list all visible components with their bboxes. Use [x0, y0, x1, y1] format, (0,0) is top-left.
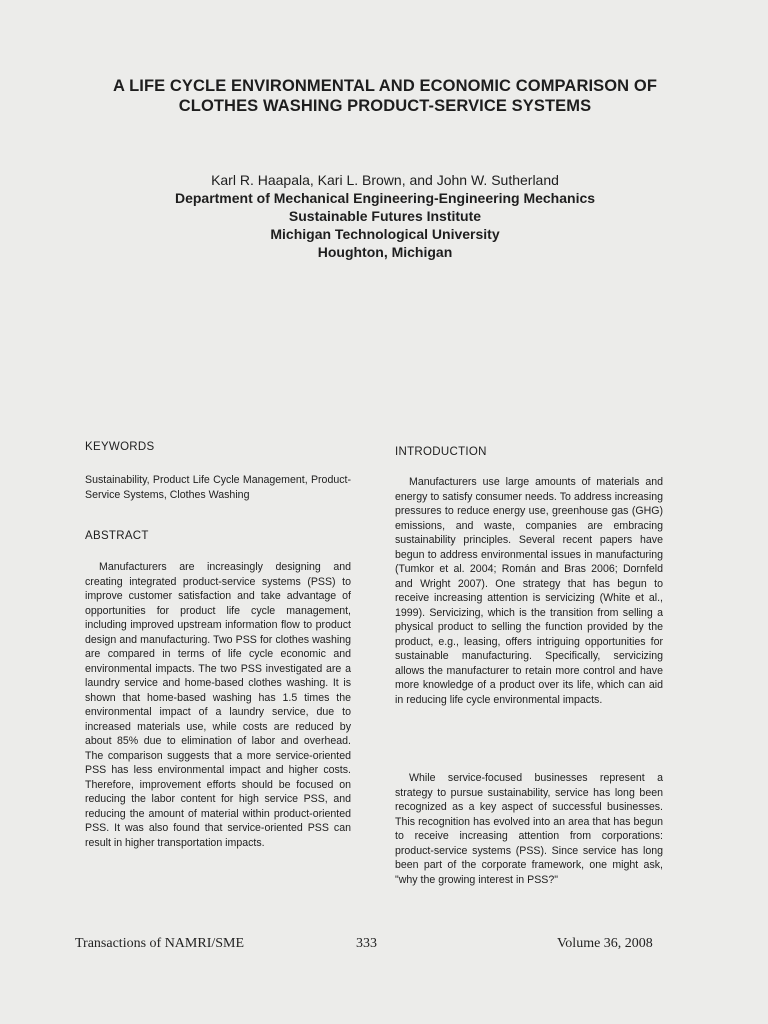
abstract-text: Manufacturers are increasingly designing and creating integrated product-service systems (PSS) to improve customer satisfaction and take advantage of opportunities for product life cycle management, including improved upstream information flow to product design and manufacturing. Two PSS for clothes washing are compared in terms of life cycle economic and environmental impacts. The two PSS investigated are a laundry service and home-based clothes washing. It is shown that home-based washing has 1.5 times the environmental impact of a laundry service, due to increased materials use, while costs are reduced by about 85% due to elimination of labor and overhead. The comparison suggests that a more service-oriented PSS has less environmental impact and higher costs. Therefore, improvement efforts should be focused on reducing the labor content for high service PSS, and reducing the amount of material within product-oriented PSS. It was also found that service-oriented PSS can result in higher transportation impacts. — [85, 561, 351, 849]
author-list: Karl R. Haapala, Kari L. Brown, and John W. Sutherland — [211, 172, 559, 188]
keywords-text: Sustainability, Product Life Cycle Management, Product-Service Systems, Clothes Washing — [85, 474, 351, 501]
footer-volume: Volume 36, 2008 — [557, 936, 653, 951]
title-line-2: CLOTHES WASHING PRODUCT-SERVICE SYSTEMS — [178, 97, 592, 115]
affiliation-location: Houghton, Michigan — [317, 244, 453, 260]
footer-journal: Transactions of NAMRI/SME — [75, 936, 245, 951]
introduction-heading: INTRODUCTION — [395, 446, 487, 458]
affiliation-university: Michigan Technological University — [270, 226, 500, 242]
paper-title — [60, 76, 710, 116]
introduction-paragraph-2: While service-focused businesses represent a strategy to pursue sustainability, service has long been recognized as a key aspect of successful businesses. This recognition has evolved into an area that has begun to receive increasing attention from corporations: product-service systems (PSS). Since service has long been part of the corporate framework, one might ask, "why the growing interest in PSS?" — [395, 772, 663, 886]
introduction-paragraph-1: Manufacturers use large amounts of materials and energy to satisfy consumer needs. To address increasing pressures to reduce energy use, greenhouse gas (GHG) emissions, and waste, companies are embracing sustainability principles. Several recent papers have begun to address environmental issues in manufacturing (Tumkor et al. 2004; Román and Bras 2006; Dornfeld and Wright 2007). One strategy that has begun to receive increasing attention is servicizing (White et al., 1999). Servicizing, which is the transition from selling a physical product to selling the function provided by the product, e.g., leasing, offers intriguing opportunities for sustainable manufacturing. Specifically, servicizing allows the manufacturer to retain more control and have more knowledge of a product over its life, which can aid in reducing life cycle environmental impacts. — [395, 476, 663, 706]
abstract-heading: ABSTRACT — [85, 530, 149, 542]
keywords-heading: KEYWORDS — [85, 441, 155, 453]
affiliation-block — [110, 189, 660, 261]
title-line-1: A LIFE CYCLE ENVIRONMENTAL AND ECONOMIC COMPARISON OF — [113, 77, 657, 95]
affiliation-institute: Sustainable Futures Institute — [288, 208, 482, 224]
footer-page-number: 333 — [356, 936, 377, 951]
affiliation-department: Department of Mechanical Engineering-Engineering Mechanics — [174, 190, 596, 206]
